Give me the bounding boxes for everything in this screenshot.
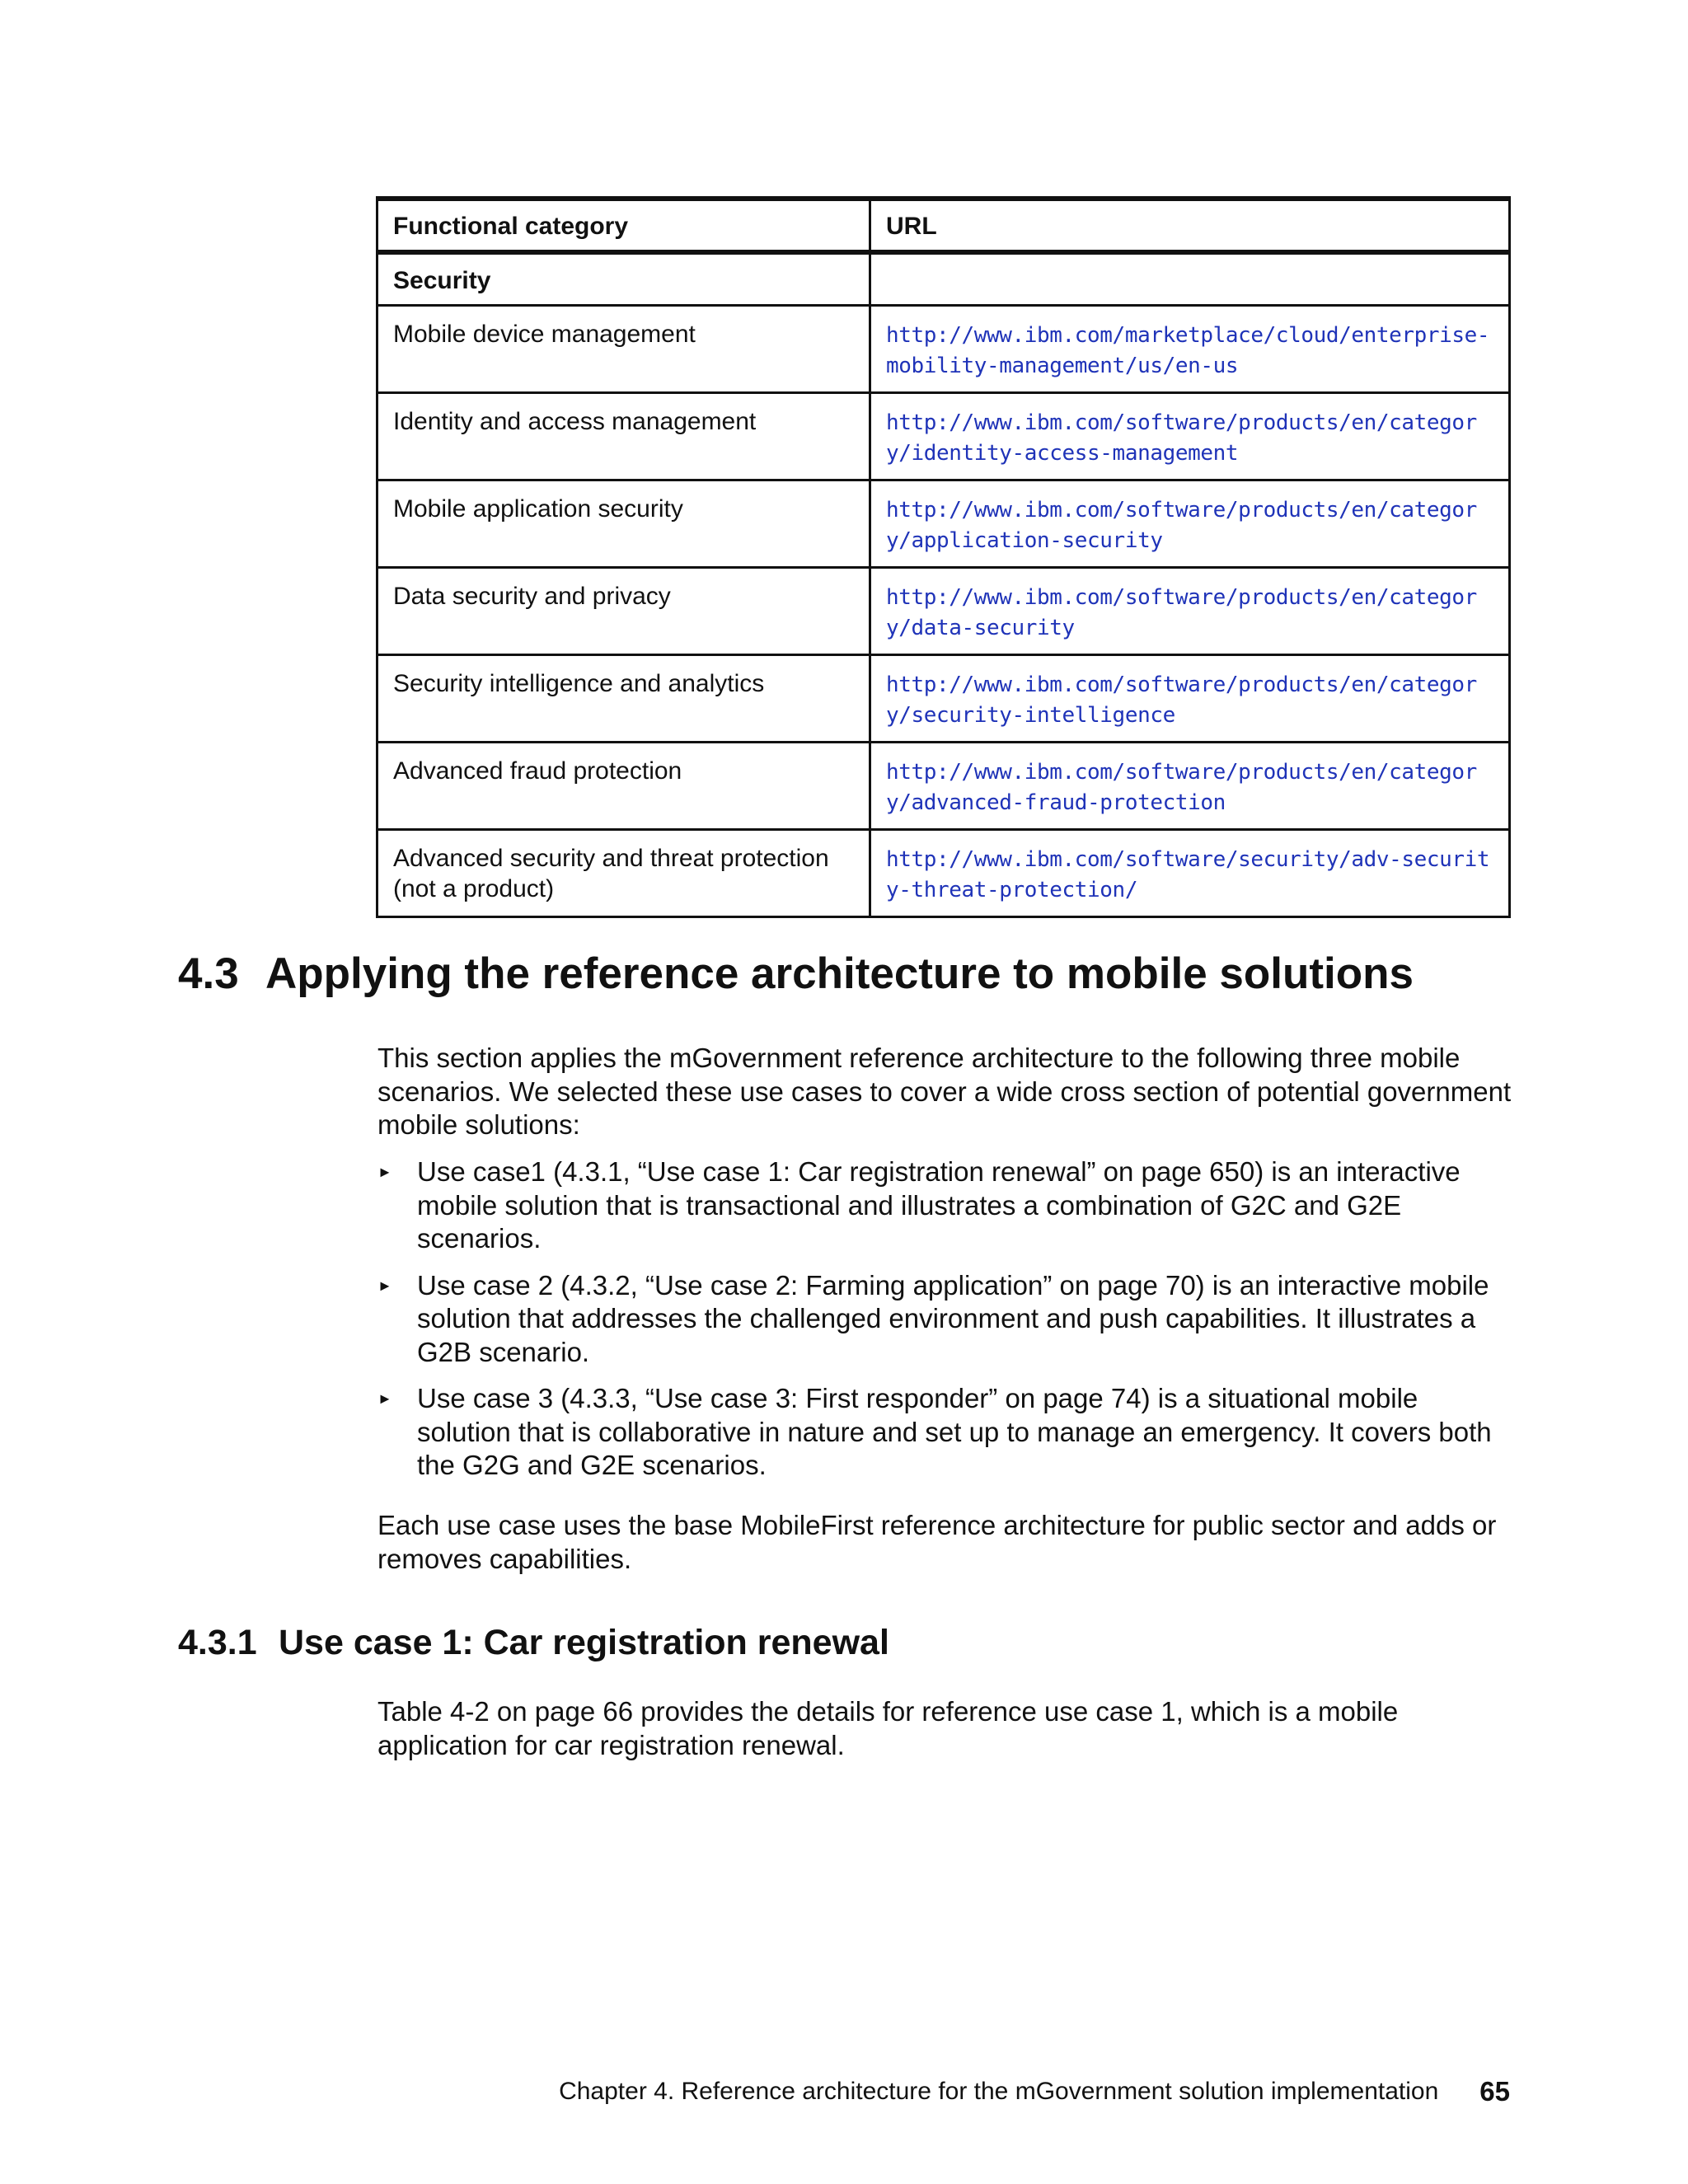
section-title: Applying the reference architecture to mobile solutions [265, 949, 1414, 998]
url-link[interactable]: http://www.ibm.com/software/products/en/category/security-intelligence [870, 655, 1510, 743]
group-empty-cell [870, 252, 1510, 306]
use-case-list [377, 1155, 1512, 1496]
table-row [377, 568, 1510, 655]
category-cell: Mobile application security [377, 480, 870, 568]
category-cell: Mobile device management [377, 306, 870, 393]
list-item [377, 1269, 1512, 1370]
category-cell: Advanced fraud protection [377, 743, 870, 830]
url-link[interactable]: http://www.ibm.com/software/products/en/category/advanced-fraud-protection [870, 743, 1510, 830]
url-link[interactable]: http://www.ibm.com/software/products/en/category/application-security [870, 480, 1510, 568]
table-header-row [377, 199, 1510, 252]
subsection-heading [178, 1621, 1579, 1664]
category-cell: Identity and access management [377, 393, 870, 480]
list-item-text: Use case 2 (4.3.2, “Use case 2: Farming application” on page 70) is an interactive mobile solution that addresses the challenged environment and push capabilities. It illustrates a G2B scenario. [417, 1269, 1489, 1367]
table-row [377, 306, 1510, 393]
table-row [377, 480, 1510, 568]
table-row [377, 830, 1510, 917]
url-link[interactable]: http://www.ibm.com/software/security/adv-security-threat-protection/ [870, 830, 1510, 917]
category-cell: Advanced security and threat protection (not a product) [377, 830, 870, 917]
list-item [377, 1382, 1512, 1483]
section-number: 4.3 [178, 949, 239, 998]
subsection-title: Use case 1: Car registration renewal [279, 1623, 889, 1662]
page-number: 65 [1479, 2076, 1510, 2107]
list-item-text: Use case1 (4.3.1, “Use case 1: Car registration renewal” on page 650) is an interactive mobile solution that is transactional and illustrates a combination of G2C and G2E scenarios. [417, 1156, 1461, 1254]
subsection-paragraph: Table 4-2 on page 66 provides the details for reference use case 1, which is a mobile application for car registration renewal. [377, 1696, 1399, 1760]
bullet-arrow-icon: ► [377, 1164, 392, 1180]
url-link[interactable]: http://www.ibm.com/marketplace/cloud/enterprise-mobility-management/us/en-us [870, 306, 1510, 393]
footer-chapter-title: Chapter 4. Reference architecture for the mGovernment solution implementation [559, 2078, 1439, 2105]
security-url-table [376, 196, 1511, 918]
group-label: Security [377, 252, 870, 306]
table-row [377, 655, 1510, 743]
category-cell: Data security and privacy [377, 568, 870, 655]
section-intro-paragraph: This section applies the mGovernment reference architecture to the following three mobile scenarios. We selected these use cases to cover a wide cross section of potential government mobile solutions: [377, 1043, 1512, 1140]
table-row [377, 743, 1510, 830]
category-cell: Security intelligence and analytics [377, 655, 870, 743]
header-url: URL [870, 199, 1510, 252]
list-item-text: Use case 3 (4.3.3, “Use case 3: First responder” on page 74) is a situational mobile solution that is collaborative in nature and set up to manage an emergency. It covers both the G2G and G2E scenarios. [417, 1383, 1492, 1480]
section-heading [178, 948, 1579, 1001]
list-item [377, 1155, 1512, 1256]
subsection-number: 4.3.1 [178, 1623, 257, 1662]
table-row [377, 393, 1510, 480]
bullet-arrow-icon: ► [377, 1277, 392, 1294]
url-link[interactable]: http://www.ibm.com/software/products/en/category/data-security [870, 568, 1510, 655]
page-footer [557, 2075, 1510, 2108]
url-link[interactable]: http://www.ibm.com/software/products/en/category/identity-access-management [870, 393, 1510, 480]
header-functional-category: Functional category [377, 199, 870, 252]
bullet-arrow-icon: ► [377, 1390, 392, 1407]
table-group-row [377, 252, 1510, 306]
section-closing-paragraph: Each use case uses the base MobileFirst reference architecture for public sector and adds or removes capabilities. [377, 1510, 1497, 1574]
